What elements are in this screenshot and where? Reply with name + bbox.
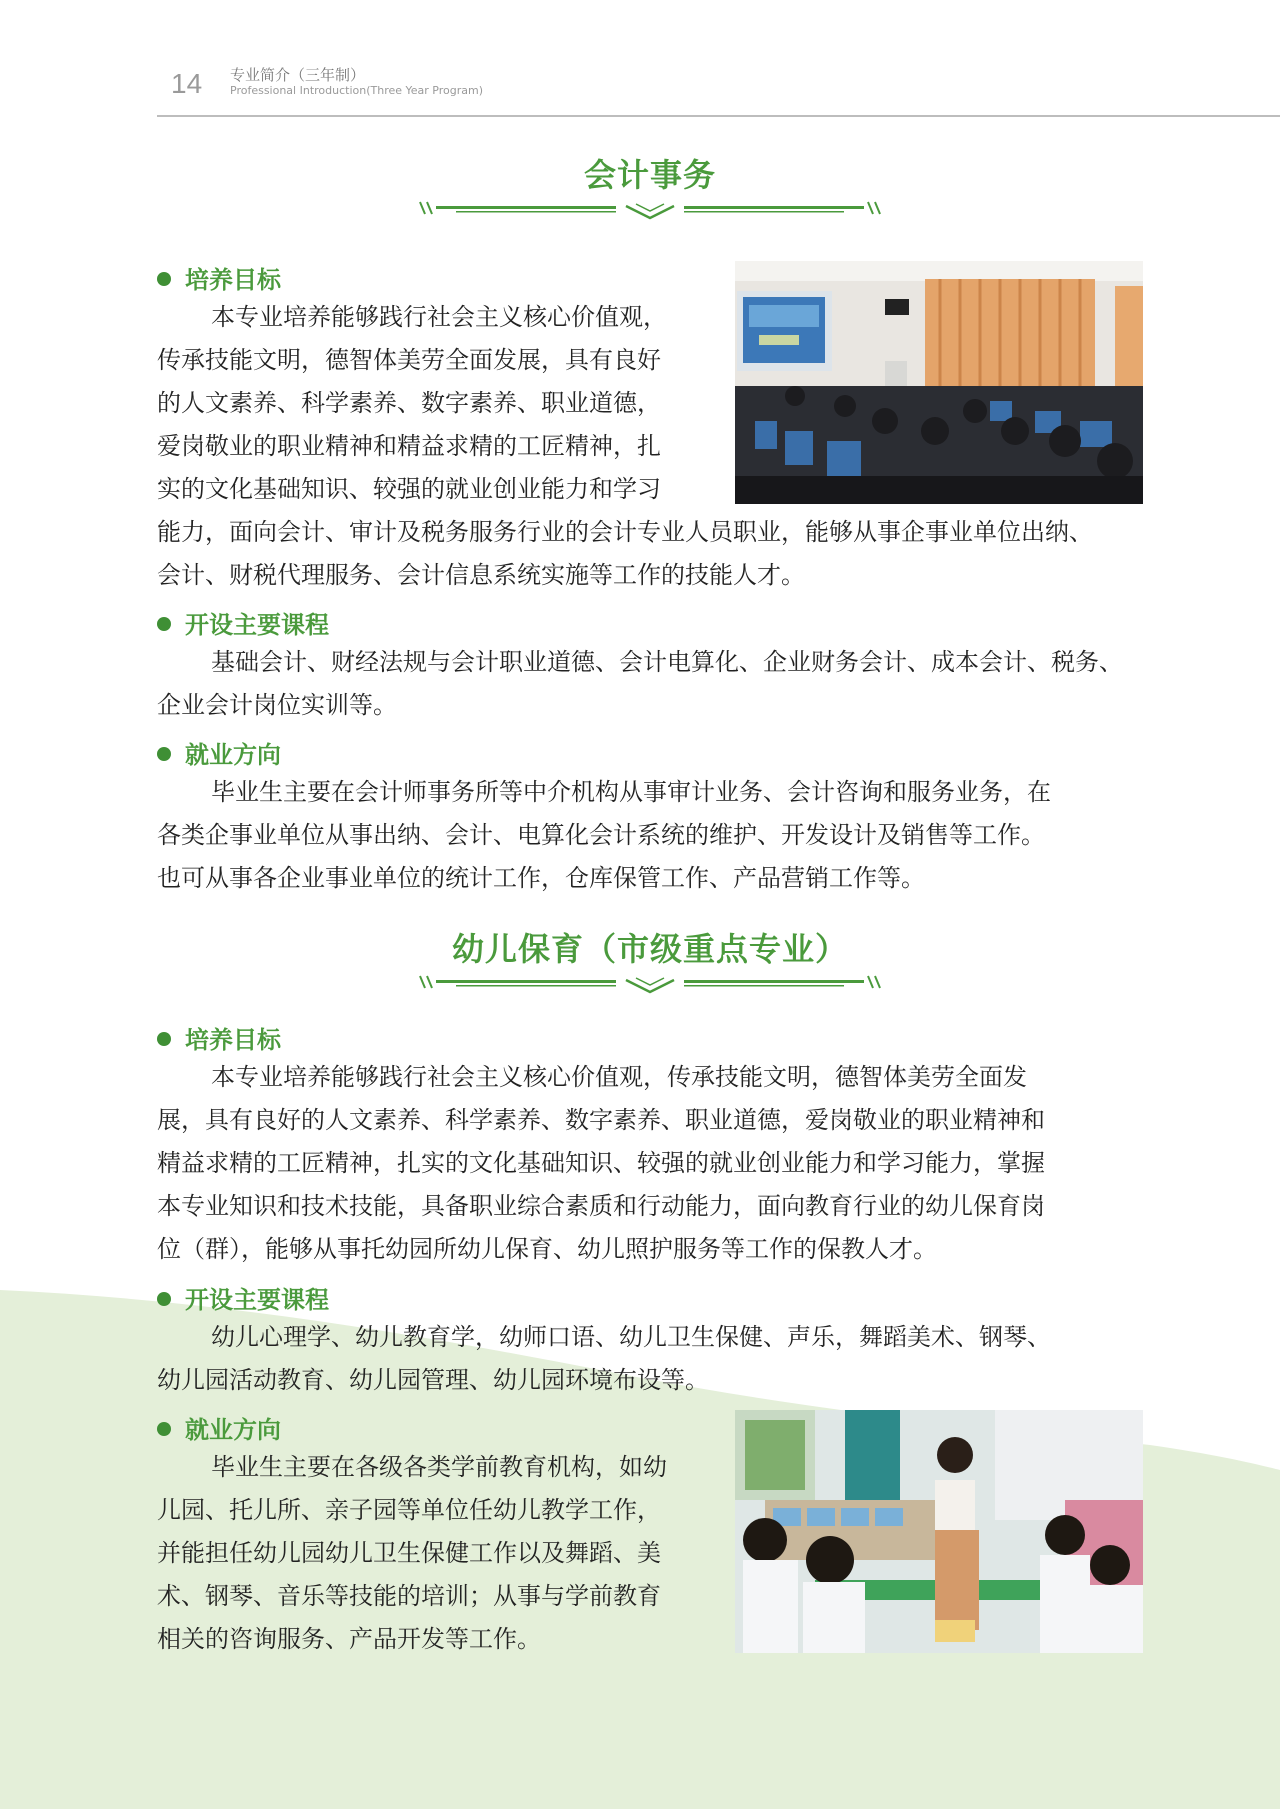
subheading-career: 就业方向 (157, 735, 281, 770)
subheading-courses: 开设主要课程 (157, 1280, 329, 1315)
subheading-goal: 培养目标 (157, 260, 281, 295)
section-title-accounting: 会计事务 (583, 156, 716, 194)
paragraph-goal: 本专业培养能够践行社会主义核心价值观，传承技能文明，德智体美劳全面发 展，具有良好的人文素养、科学素养、数字素养、职业道德，爱岗敬业的职业精神和 精益求精的工匠精神，扎实的文化基础知识、较强的就业创业能力和学习能力，掌握 本专业知识和技术技能，具备职业综合素质和行动能力，面向教育行业的幼儿保育岗 位（群），能够从事托幼园所幼儿保育、幼儿照护服务等工作的保教人才。 (157, 1063, 1045, 1263)
subheading-career: 就业方向 (157, 1410, 281, 1445)
bullet-dot (157, 1422, 171, 1436)
bullet-dot (157, 272, 171, 286)
kindergarten-photo (735, 1410, 1143, 1653)
bullet-dot (157, 747, 171, 761)
bullet-dot (157, 617, 171, 631)
paragraph-courses: 幼儿心理学、幼儿教育学，幼师口语、幼儿卫生保健、声乐，舞蹈美术、钢琴、 幼儿园活动教育、幼儿园管理、幼儿园环境布设等。 (157, 1323, 1051, 1394)
paragraph-career: 毕业生主要在各级各类学前教育机构，如幼 儿园、托儿所、亲子园等单位任幼儿教学工作， 并能担任幼儿园幼儿卫生保健工作以及舞蹈、美 术、钢琴、音乐等技能的培训；从事与学前教育 相关的咨询服务、产品开发等工作。 (157, 1453, 667, 1653)
page-number: 14 (171, 68, 203, 99)
header-divider (157, 115, 1280, 117)
paragraph-goal: 本专业培养能够践行社会主义核心价值观， 传承技能文明，德智体美劳全面发展，具有良好 的人文素养、科学素养、数字素养、职业道德， 爱岗敬业的职业精神和精益求精的工匠精神，扎 实的文化基础知识、较强的就业创业能力和学习 能力，面向会计、审计及税务服务行业的会计专业人员职业，能够从事企事业单位出纳、 会计、财税代理服务、会计信息系统实施等工作的技能人才。 (157, 303, 1093, 589)
bullet-dot (157, 1292, 171, 1306)
bullet-dot (157, 1032, 171, 1046)
section-title-childcare: 幼儿保育（市级重点专业） (451, 930, 848, 968)
header-subtitle: Professional Introduction(Three Year Program) (230, 84, 483, 97)
subheading-courses: 开设主要课程 (157, 605, 329, 640)
classroom-photo (735, 261, 1143, 504)
paragraph-career: 毕业生主要在会计师事务所等中介机构从事审计业务、会计咨询和服务业务，在 各类企事业单位从事出纳、会计、电算化会计系统的维护、开发设计及销售等工作。 也可从事各企业事业单位的统计工作，仓库保管工作、产品营销工作等。 (157, 778, 1051, 892)
header-title: 专业简介（三年制） (230, 66, 366, 84)
paragraph-courses: 基础会计、财经法规与会计职业道德、会计电算化、企业财务会计、成本会计、税务、 企业会计岗位实训等。 (157, 648, 1123, 719)
title-ornament (416, 196, 884, 222)
subheading-goal: 培养目标 (157, 1020, 281, 1055)
title-ornament (416, 970, 884, 996)
